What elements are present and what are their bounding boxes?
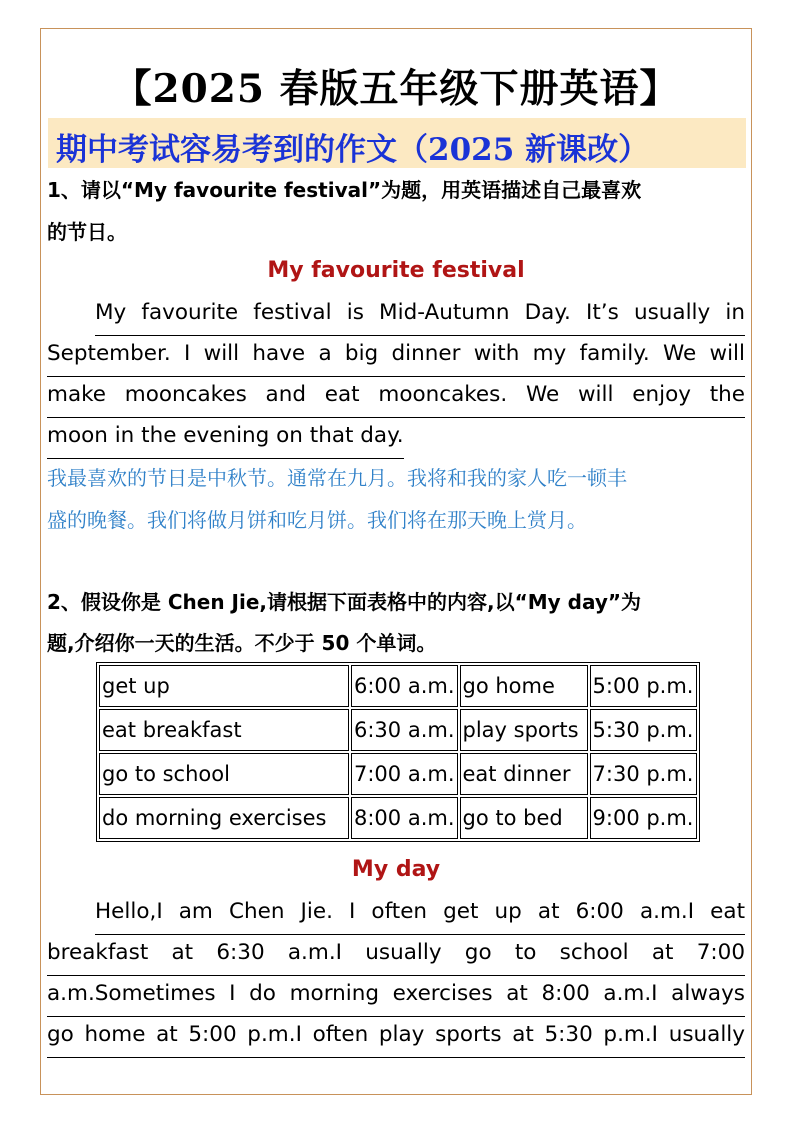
table-row: [99, 753, 697, 795]
q2-essay-line: Hello,I am Chen Jie. I often get up at 6:00 a.m.I eat: [95, 893, 745, 935]
q2-prompt-line-1: 2、假设你是 Chen Jie,请根据下面表格中的内容,以“My day”为: [47, 590, 642, 614]
q1-prompt-line-2: 的节日。: [47, 220, 127, 244]
activity-cell: do morning exercises: [99, 797, 349, 839]
activity-cell: eat dinner: [460, 753, 588, 795]
page-subtitle: 期中考试容易考到的作文（2025 新课改）: [56, 132, 650, 168]
q1-translation-line-2: 盛的晚餐。我们将做月饼和吃月饼。我们将在那天晚上赏月。: [47, 508, 587, 532]
q1-essay-title: My favourite festival: [267, 258, 525, 283]
q2-essay-title: My day: [351, 857, 441, 882]
q1-essay-line: make mooncakes and eat mooncakes. We will enjoy the: [47, 376, 745, 418]
q2-essay-line: a.m.Sometimes I do morning exercises at 8:00 a.m.I always: [47, 975, 745, 1017]
q2-essay-line: go home at 5:00 p.m.I often play sports at 5:30 p.m.I usually: [47, 1016, 745, 1058]
time-cell: 7:30 p.m.: [590, 753, 697, 795]
page-title: 【2025 春版五年级下册英语】: [112, 66, 680, 112]
q2-prompt-line-2: 题,介绍你一天的生活。不少于 50 个单词。: [47, 631, 437, 655]
schedule-table: [96, 662, 700, 842]
activity-cell: go home: [460, 665, 588, 707]
q1-translation-line-1: 我最喜欢的节日是中秋节。通常在九月。我将和我的家人吃一顿丰: [47, 466, 627, 490]
q1-essay-line: My favourite festival is Mid-Autumn Day. It’s usually in: [95, 294, 745, 336]
table-row: [99, 709, 697, 751]
time-cell: 7:00 a.m.: [351, 753, 458, 795]
q1-essay-line: September. I will have a big dinner with my family. We will: [47, 335, 745, 377]
time-cell: 6:00 a.m.: [351, 665, 458, 707]
activity-cell: play sports: [460, 709, 588, 751]
q1-essay-line: moon in the evening on that day.: [47, 417, 404, 459]
time-cell: 6:30 a.m.: [351, 709, 458, 751]
q2-essay-line: breakfast at 6:30 a.m.I usually go to school at 7:00: [47, 934, 745, 976]
time-cell: 9:00 p.m.: [590, 797, 697, 839]
time-cell: 5:00 p.m.: [590, 665, 697, 707]
time-cell: 8:00 a.m.: [351, 797, 458, 839]
table-row: [99, 665, 697, 707]
activity-cell: get up: [99, 665, 349, 707]
activity-cell: go to bed: [460, 797, 588, 839]
activity-cell: go to school: [99, 753, 349, 795]
activity-cell: eat breakfast: [99, 709, 349, 751]
table-row: [99, 797, 697, 839]
q1-prompt-line-1: 1、请以“My favourite festival”为题，用英语描述自己最喜欢: [47, 178, 642, 202]
time-cell: 5:30 p.m.: [590, 709, 697, 751]
